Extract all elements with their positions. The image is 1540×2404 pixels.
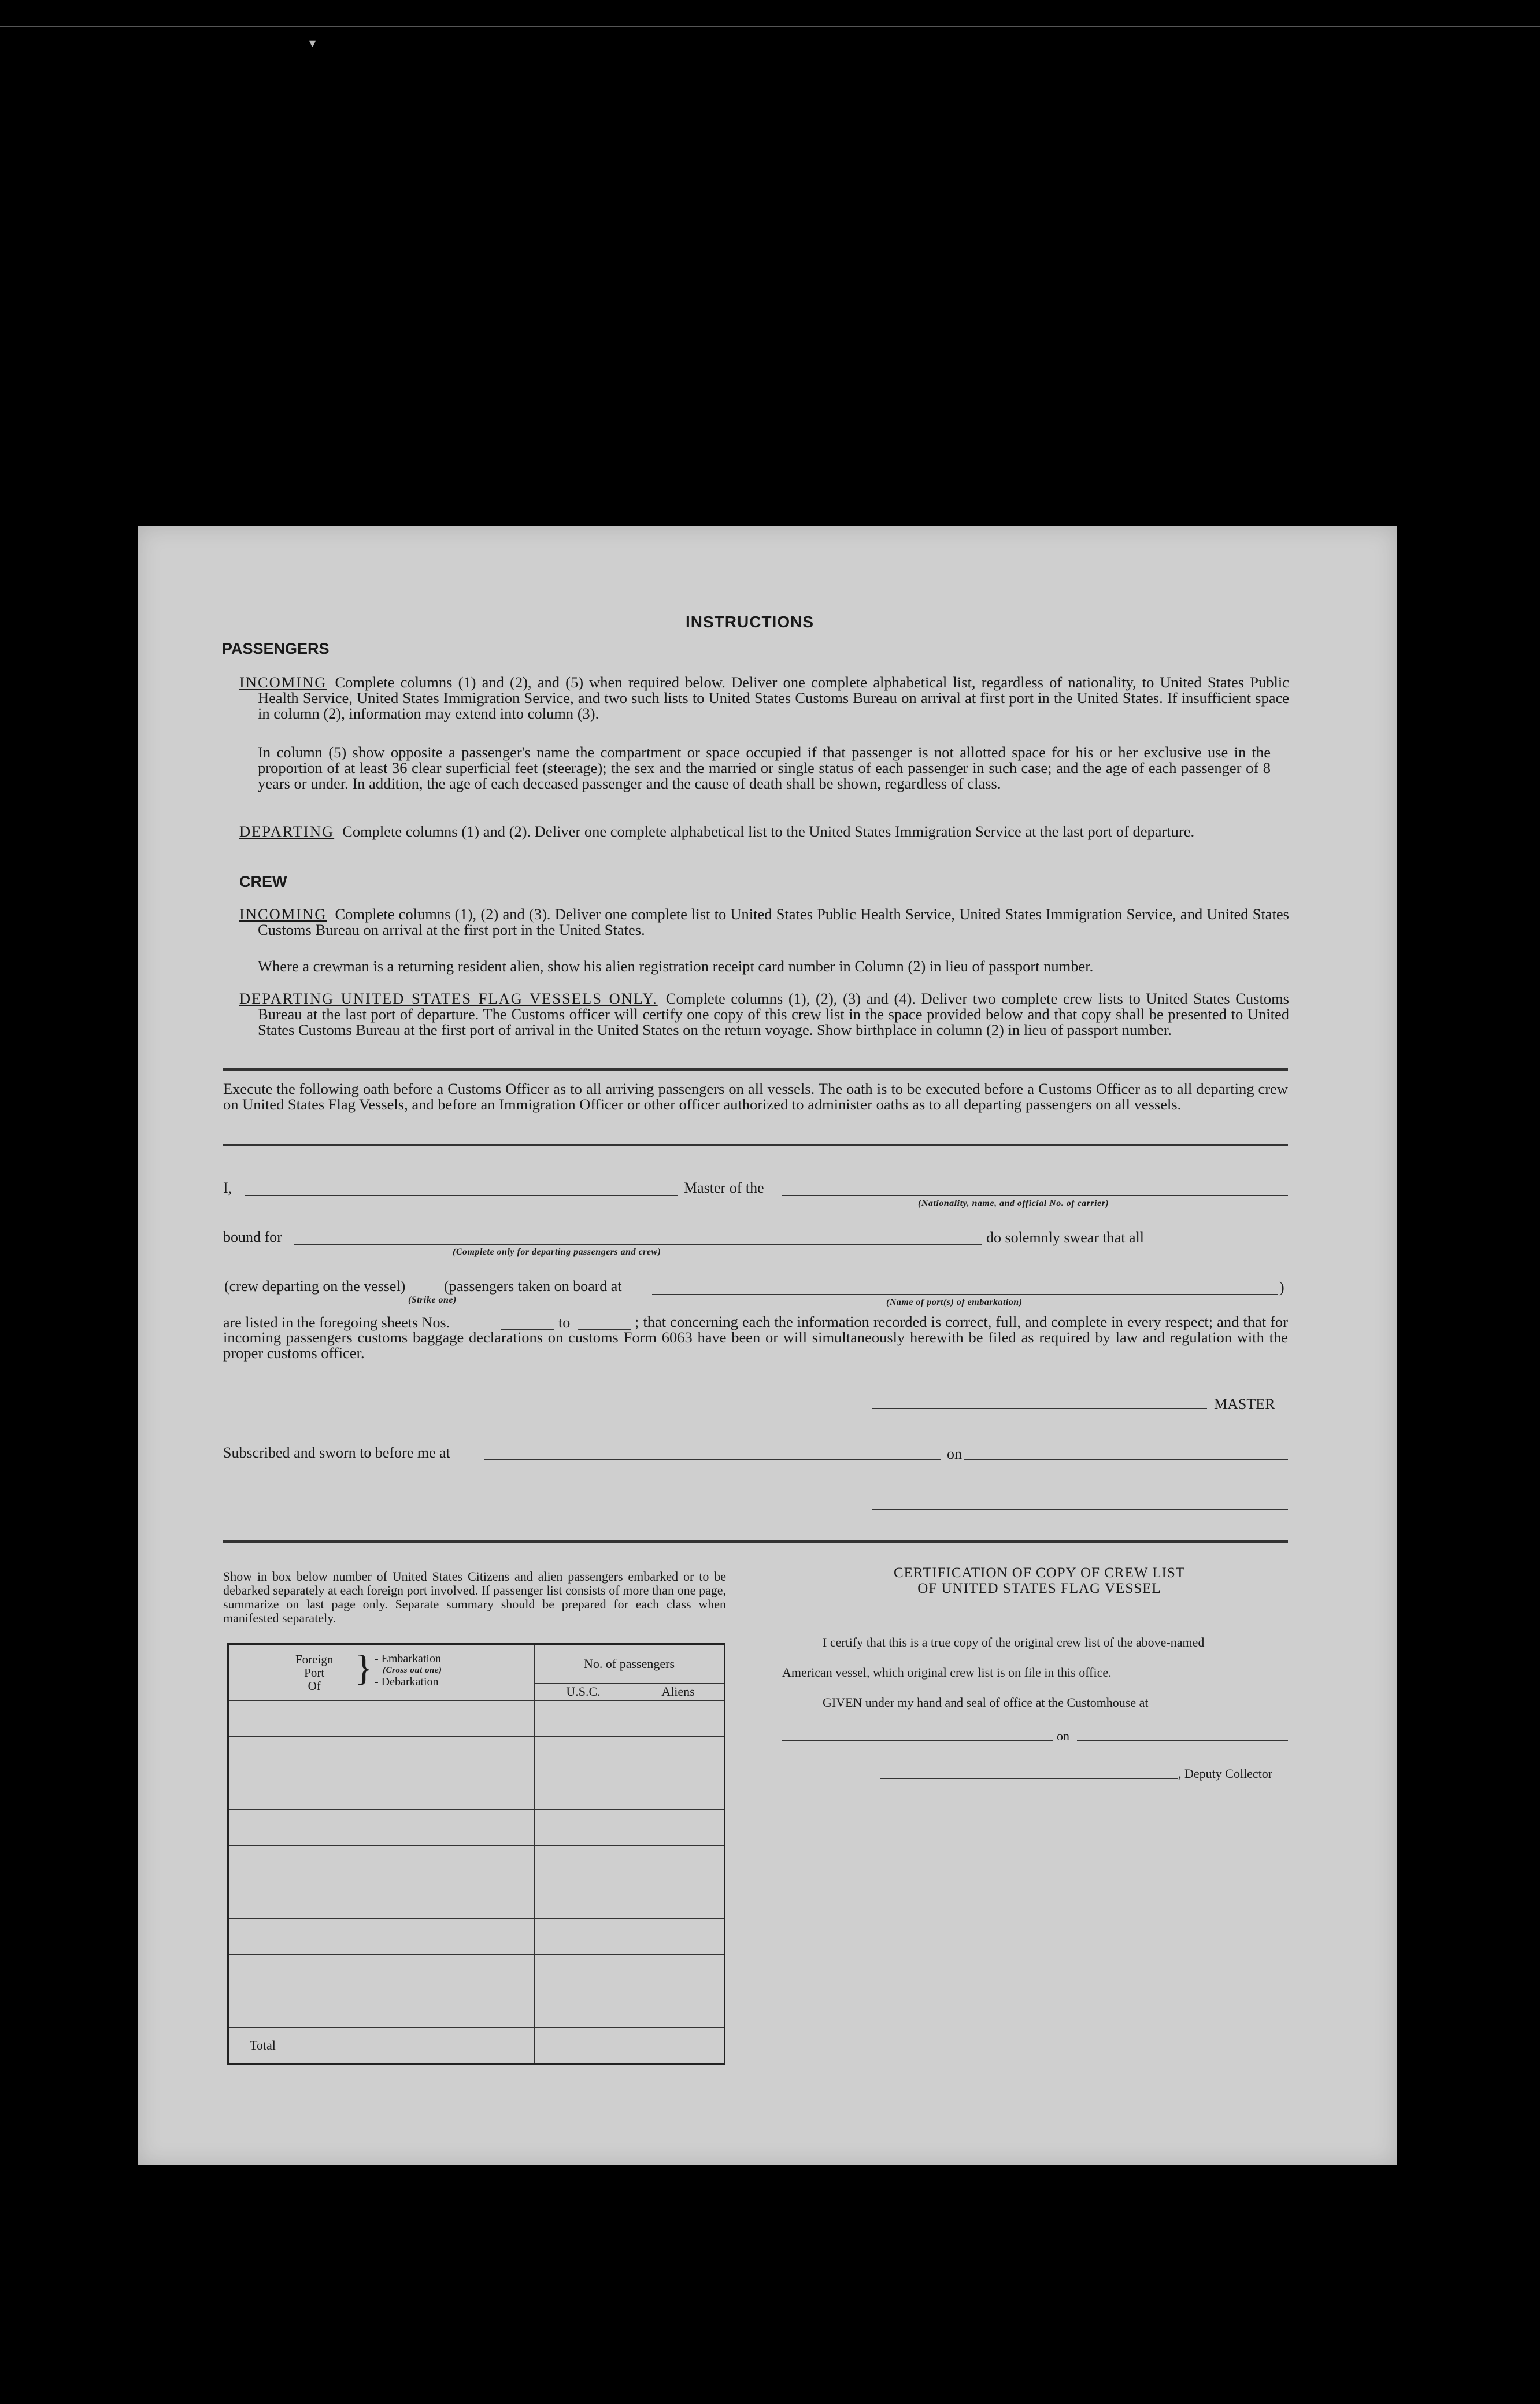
- aliens-cell[interactable]: [632, 1918, 725, 1955]
- column5-text: In column (5) show opposite a passenger's name the compartment or space occupied if that passenger is not allotted space for his or her exclusive use in the proportion of at least 36 clear superficial feet (steerage); the sex and the married or single status of each passenger in such case; and the age of each passenger of 8 years or under. In addition, the age of each deceased passenger and the cause of death shall be shown, regardless of class.: [258, 744, 1271, 792]
- scan-top-border: [0, 26, 1540, 27]
- port-cell[interactable]: [228, 1737, 535, 1773]
- close-paren: ): [1279, 1279, 1284, 1296]
- listed-label: are listed in the foregoing sheets Nos.: [223, 1314, 450, 1331]
- usc-cell[interactable]: [535, 1845, 632, 1882]
- incoming-label: INCOMING: [239, 674, 327, 691]
- passengers-taken-option: (passengers taken on board at: [444, 1278, 622, 1295]
- passengers-incoming-paragraph: [239, 675, 1289, 722]
- debarkation-option: - Debarkation: [375, 1676, 439, 1688]
- flag-vessels-text: Complete columns (1), (2), (3) and (4). Deliver two complete crew lists to United States Customs Bureau at the last port of departure. The Customs officer will certify one copy of this crew list in the space provided below and that copy shall be presented to United States Customs Bureau at the first port of arrival in the United States on the return voyage. Show birthplace in column (2) in lieu of passport number.: [258, 990, 1289, 1038]
- embarkation-option: - Embarkation: [375, 1652, 441, 1665]
- section-rule: [223, 1144, 1288, 1146]
- total-label: Total: [228, 2028, 535, 2064]
- customhouse-field[interactable]: [782, 1740, 1053, 1741]
- instructions-title: INSTRUCTIONS: [686, 613, 814, 631]
- certification-date-field[interactable]: [1077, 1740, 1288, 1741]
- port-cell[interactable]: [228, 1991, 535, 2028]
- strike-one-caption: (Strike one): [408, 1295, 457, 1305]
- usc-header: U.S.C.: [535, 1684, 632, 1700]
- no-passengers-header: No. of passengers: [535, 1644, 725, 1684]
- swear-label: do solemnly swear that all: [986, 1229, 1144, 1246]
- deputy-signature-field[interactable]: [880, 1778, 1178, 1779]
- aliens-cell[interactable]: [632, 1991, 725, 2028]
- cross-out-label: (Cross out one): [383, 1666, 442, 1675]
- brace-icon: }: [355, 1647, 373, 1688]
- aliens-cell[interactable]: [632, 1737, 725, 1773]
- form-page: [138, 526, 1397, 2165]
- aliens-cell[interactable]: [632, 1810, 725, 1846]
- oath-intro: Execute the following oath before a Customs Officer as to all arriving passengers on all vessels. The oath is to be executed before a Customs Officer as to all departing crew on United States Flag Vessels, and before an Immigration Officer or other officer authorized to administer oaths as to all departing passengers on all vessels.: [223, 1080, 1288, 1113]
- certification-title-line1: CERTIFICATION OF COPY OF CREW LIST: [893, 1565, 1186, 1581]
- port-cell[interactable]: [228, 1700, 535, 1737]
- flag-vessels-paragraph: [239, 991, 1289, 1038]
- aliens-total-cell[interactable]: [632, 2028, 725, 2064]
- aliens-cell[interactable]: [632, 1955, 725, 1991]
- embark-options: [375, 1653, 442, 1688]
- departing-label: DEPARTING: [239, 823, 335, 840]
- foreign-port-of-label: [295, 1653, 333, 1693]
- certify-line-a: I certify that this is a true copy of the original crew list of the above-named: [823, 1635, 1205, 1649]
- passengers-departing-paragraph: [239, 824, 1289, 839]
- usc-cell[interactable]: [535, 1810, 632, 1846]
- usc-total-cell[interactable]: [535, 2028, 632, 2064]
- master-of-the-label: Master of the: [684, 1179, 764, 1196]
- aliens-cell[interactable]: [632, 1882, 725, 1918]
- of-label: Of: [308, 1679, 321, 1693]
- crew-departing-option: (crew departing on the vessel): [224, 1278, 406, 1295]
- bound-for-label: bound for: [223, 1229, 282, 1245]
- master-signature-field[interactable]: [872, 1408, 1207, 1409]
- deputy-collector-label: , Deputy Collector: [1178, 1766, 1273, 1781]
- usc-cell[interactable]: [535, 1773, 632, 1810]
- given-line: GIVEN under my hand and seal of office at the Customhouse at: [823, 1695, 1149, 1710]
- port-caption: (Name of port(s) of embarkation): [886, 1297, 1023, 1307]
- crew-incoming-paragraph: [239, 907, 1289, 938]
- column5-paragraph: [258, 745, 1271, 792]
- section-rule: [223, 1068, 1288, 1071]
- certification-title: [878, 1565, 1201, 1596]
- oath-i-label: I,: [223, 1179, 232, 1196]
- listed-to-label: to: [558, 1314, 571, 1331]
- section-rule: [223, 1540, 1288, 1543]
- port-cell[interactable]: [228, 1845, 535, 1882]
- oath-declaration: ; that concerning each the information recorded is correct, full, and complete in every respect; and that for incoming passengers customs baggage declarations on customs Form 6063 have been or will simultaneously herewith be filed as required by law and regulation with the proper customs officer.: [223, 1313, 1288, 1362]
- usc-cell[interactable]: [535, 1882, 632, 1918]
- summary-note: Show in box below number of United States Citizens and alien passengers embarked or to be debarked separately at each foreign port involved. If passenger list consists of more than one page, summarize on last page only. Separate summary should be prepared for each class when manifested separately.: [223, 1569, 726, 1625]
- embarkation-port-field[interactable]: [652, 1294, 1278, 1295]
- passenger-summary-table: [227, 1643, 725, 2065]
- carrier-caption: (Nationality, name, and official No. of carrier): [918, 1199, 1109, 1208]
- sworn-date-field[interactable]: [964, 1459, 1288, 1460]
- port-header-cell: [228, 1644, 535, 1701]
- departing-text: Complete columns (1) and (2). Deliver one complete alphabetical list to the United States Immigration Service at the last port of departure.: [342, 823, 1195, 840]
- crew-incoming-text: Complete columns (1), (2) and (3). Deliver one complete list to United States Public Health Service, United States Immigration Service, and United States Customs Bureau on arrival at the first port in the United States.: [258, 905, 1289, 938]
- carrier-field[interactable]: [782, 1195, 1288, 1196]
- aliens-cell[interactable]: [632, 1773, 725, 1810]
- subscribed-label: Subscribed and sworn to before me at: [223, 1444, 450, 1461]
- aliens-cell[interactable]: [632, 1845, 725, 1882]
- bound-for-caption: (Complete only for departing passengers and crew): [453, 1247, 661, 1257]
- bound-for-field[interactable]: [294, 1244, 982, 1245]
- aliens-header: Aliens: [632, 1684, 725, 1700]
- crew-heading: CREW: [239, 873, 287, 890]
- usc-cell[interactable]: [535, 1700, 632, 1737]
- crewman-paragraph: [258, 959, 1271, 974]
- port-label: Port: [304, 1666, 325, 1680]
- port-cell[interactable]: [228, 1773, 535, 1810]
- master-label: MASTER: [1214, 1396, 1275, 1412]
- aliens-cell[interactable]: [632, 1700, 725, 1737]
- officer-signature-field[interactable]: [872, 1509, 1288, 1510]
- certify-line-b: American vessel, which original crew list is on file in this office.: [782, 1665, 1112, 1680]
- scan-speck: ▾: [309, 36, 316, 50]
- port-cell[interactable]: [228, 1810, 535, 1846]
- crew-incoming-label: INCOMING: [239, 905, 327, 923]
- usc-cell[interactable]: [535, 1918, 632, 1955]
- passengers-heading: PASSENGERS: [222, 640, 330, 657]
- port-cell[interactable]: [228, 1955, 535, 1991]
- port-cell[interactable]: [228, 1918, 535, 1955]
- usc-cell[interactable]: [535, 1955, 632, 1991]
- foreign-label: Foreign: [295, 1652, 334, 1666]
- usc-cell[interactable]: [535, 1991, 632, 2028]
- sworn-on-label: on: [947, 1445, 962, 1462]
- sworn-place-field[interactable]: [484, 1459, 941, 1460]
- port-cell[interactable]: [228, 1882, 535, 1918]
- certification-on-label: on: [1057, 1729, 1069, 1743]
- incoming-text: Complete columns (1) and (2), and (5) when required below. Deliver one complete alphabetical list, regardless of nationality, to United States Public Health Service, United States Immigration Service, and two such lists to United States Customs Bureau on arrival at first port in the United States. If insufficient space in column (2), information may extend into column (3).: [258, 674, 1289, 722]
- crewman-text: Where a crewman is a returning resident alien, show his alien registration receipt card number in Column (2) in lieu of passport number.: [258, 957, 1094, 975]
- certification-title-line2: OF UNITED STATES FLAG VESSEL: [917, 1581, 1161, 1596]
- flag-vessels-label: DEPARTING UNITED STATES FLAG VESSELS ONLY.: [239, 990, 658, 1007]
- usc-cell[interactable]: [535, 1737, 632, 1773]
- master-name-field[interactable]: [245, 1195, 678, 1196]
